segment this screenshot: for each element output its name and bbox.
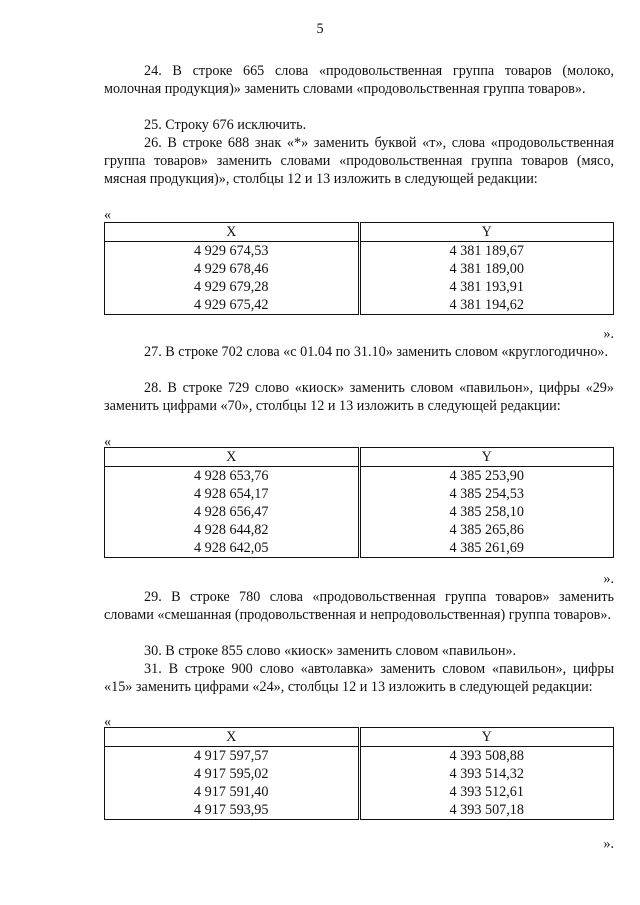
quote-close-1: ». — [603, 326, 614, 342]
quote-open-3: « — [104, 714, 112, 730]
quote-open-1: « — [104, 207, 112, 223]
cell-y: 4 393 507,18 — [359, 801, 614, 820]
table-row — [105, 503, 614, 521]
cell-x: 4 928 656,47 — [105, 503, 360, 521]
cell-y: 4 393 512,61 — [359, 783, 614, 801]
table-row — [105, 260, 614, 278]
page-number: 5 — [316, 21, 324, 37]
table-row — [105, 783, 614, 801]
cell-x: 4 928 644,82 — [105, 521, 360, 539]
cell-y: 4 385 261,69 — [359, 539, 614, 558]
table-row — [105, 765, 614, 783]
cell-x: 4 929 674,53 — [105, 242, 360, 261]
paragraph-31: 31. В строке 900 слово «автолавка» заменить словом «павильон», цифры «15» заменить цифрами «24», столбцы 12 и 13 изложить в следующей редакции: — [104, 661, 614, 695]
cell-y: 4 385 254,53 — [359, 485, 614, 503]
cell-x: 4 928 654,17 — [105, 485, 360, 503]
cell-y: 4 381 193,91 — [359, 278, 614, 296]
cell-y: 4 385 258,10 — [359, 503, 614, 521]
table-header-y: Y — [359, 223, 614, 242]
table-row — [105, 278, 614, 296]
cell-y: 4 381 189,67 — [359, 242, 614, 261]
cell-y: 4 381 194,62 — [359, 296, 614, 315]
table-row — [105, 485, 614, 503]
table-header-x: X — [105, 223, 360, 242]
table-row — [105, 521, 614, 539]
table-row — [105, 467, 614, 486]
paragraph-27: 27. В строке 702 слова «с 01.04 по 31.10» заменить словом «круглогодично». — [144, 344, 609, 360]
cell-y: 4 393 508,88 — [359, 747, 614, 766]
quote-open-2: « — [104, 434, 112, 450]
cell-x: 4 917 591,40 — [105, 783, 360, 801]
table-row — [105, 242, 614, 261]
cell-x: 4 929 675,42 — [105, 296, 360, 315]
quote-close-3: ». — [603, 836, 614, 852]
table-header-y: Y — [359, 448, 614, 467]
table-header-x: X — [105, 728, 360, 747]
table-header-y: Y — [359, 728, 614, 747]
paragraph-26: 26. В строке 688 знак «*» заменить буквой «т», слова «продовольственная группа товаров» заменить словами «продовольственная группа товаров (мясо, мясная продукция)», столбцы 12 и 13 изложить в следующей редакции: — [104, 135, 614, 187]
paragraph-29: 29. В строке 780 слова «продовольственная группа товаров» заменить словами «смешанная (продовольственная и непродовольственная) группа товаров». — [104, 589, 614, 623]
table-row — [105, 801, 614, 820]
cell-x: 4 917 593,95 — [105, 801, 360, 820]
paragraph-30: 30. В строке 855 слово «киоск» заменить словом «павильон». — [144, 643, 517, 659]
coordinates-table-2 — [104, 447, 614, 558]
cell-x: 4 917 595,02 — [105, 765, 360, 783]
table-row — [105, 539, 614, 558]
cell-y: 4 385 265,86 — [359, 521, 614, 539]
cell-y: 4 393 514,32 — [359, 765, 614, 783]
cell-x: 4 928 653,76 — [105, 467, 360, 486]
quote-close-2: ». — [603, 571, 614, 587]
coordinates-table-1 — [104, 222, 614, 315]
table-header-x: X — [105, 448, 360, 467]
cell-y: 4 381 189,00 — [359, 260, 614, 278]
paragraph-24: 24. В строке 665 слова «продовольственная группа товаров (молоко, молочная продукция)» заменить словами «продовольственная группа товаров». — [104, 63, 614, 97]
paragraph-28: 28. В строке 729 слово «киоск» заменить словом «павильон», цифры «29» заменить цифрами «70», столбцы 12 и 13 изложить в следующей редакции: — [104, 380, 614, 414]
paragraph-25: 25. Строку 676 исключить. — [144, 117, 307, 133]
cell-x: 4 929 678,46 — [105, 260, 360, 278]
cell-x: 4 917 597,57 — [105, 747, 360, 766]
cell-y: 4 385 253,90 — [359, 467, 614, 486]
table-row — [105, 747, 614, 766]
coordinates-table-3 — [104, 727, 614, 820]
cell-x: 4 928 642,05 — [105, 539, 360, 558]
table-row — [105, 296, 614, 315]
cell-x: 4 929 679,28 — [105, 278, 360, 296]
